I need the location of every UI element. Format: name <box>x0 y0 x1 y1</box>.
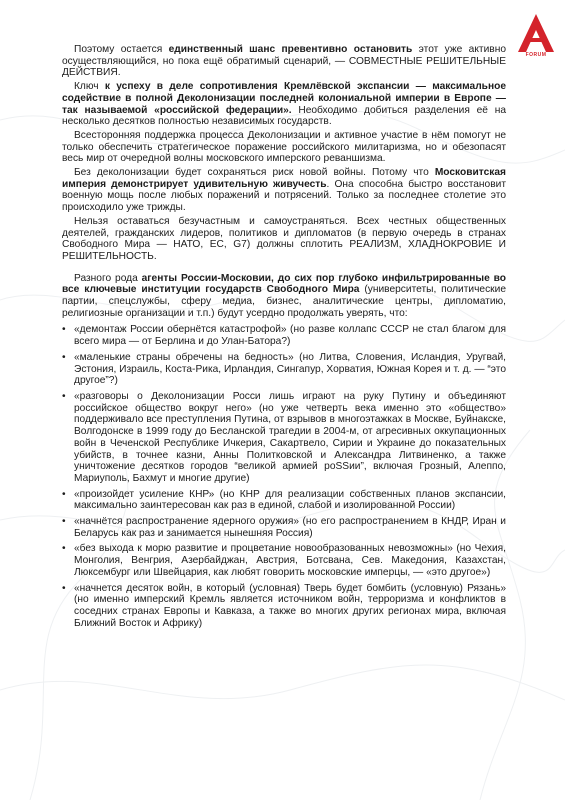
text-run: этот уже активно осуществляющийся, но пока ещё обратимый сценарий, — СОВМЕСТНЫЕ РЕШИТЕЛЬНЫЕ ДЕЙСТВИЯ. <box>62 44 506 79</box>
paragraph <box>62 167 506 214</box>
text-run: Без деколонизации будет сохраняться риск новой войны. Потому что <box>74 167 435 179</box>
list-item: • «маленькие страны обречены на бедность» (но Литва, Словения, Исландия, Уругвай, Эстония, Израиль, Коста-Рика, Ирландия, Сингапур, Хорватия, Южная Корея и т. д. — “это другое”?) <box>62 352 506 387</box>
paragraph <box>62 44 506 79</box>
bold-text: единственный шанс превентивно остановить <box>168 44 413 55</box>
list-item: • «разговоры о Деколонизации Росси лишь играют на руку Путину и объединяют российское общество вокруг него» (но уже четверть века именно это «общество» поддерживало все преступления Путина, от взрывов в многоэтажках в Москве, Буйнакске, Волгодонске в 1999 году до Бесланской трагедии в 2004-м, от агресивных оккупационных войн в Чеченской Республике Ичкерия, Сакартвело, Сирии и Украине до показательных убийств, в точнее казни, Анны Политковской и Александра Литвиненко, а также уничтожение десятков городов “великой армией poSSии”, включая Грозный, Алеппо, Мариуполь, Бахмут и многие другие) <box>62 391 506 485</box>
bold-text: Московитская империя демонстрирует удивительную живучесть <box>62 167 506 190</box>
text-run: Ключ <box>74 81 105 93</box>
text-run: Разного рода <box>74 272 142 284</box>
text-run: . Она способна быстро восстановит военную мощь после любых поражений и потрясений. Только за последнее столетие это происходило уже трижды. <box>62 178 506 214</box>
paragraphs <box>62 44 506 319</box>
paragraph <box>62 273 506 320</box>
list-item: • «начнется десяток войн, в который (условная) Тверь будет бомбить (условную) Рязань» (но именно имперский Кремль является источником войн, терроризма и конфликтов в соседних странах Европы и Кавказа, а также во многих других регионах мира, включая Ближний Восток и Африку) <box>62 583 506 630</box>
list-item: • «начнётся распространение ядерного оружия» (но его распространением в КНДР, Иран и Беларусь как раз и занимается нынешняя Россия) <box>62 516 506 539</box>
paragraph <box>62 81 506 128</box>
list-item: • «демонтаж России обернётся катастрофой» (но разве коллапс СССР не стал благом для всего мира — от Берлина и до Улан-Батора?) <box>62 324 506 347</box>
text-run: Всесторонняя поддержка процесса Деколонизации и активное участие в нём помогут не только обеспечить стратегическое поражение российского милитаризма, но и обезопасят весь мир от очередной волны московского имперского реваншизма. <box>62 129 506 165</box>
bold-text: к успеху в деле сопротивления Кремлёвской экспансии — максимальное содействие в полной Деколонизации последней колониальной империи в Европе — так называемой «российской федерации». <box>62 81 506 116</box>
paragraph <box>62 216 506 263</box>
logo-text: FORUM <box>525 52 547 58</box>
text-run: Нельзя оставаться безучастным и самоустраняться. Всех честных общественных деятелей, гражданских лидеров, политиков и дипломатов (в первую очередь в странах Свободного Мира — НАТО, ЕС, G7) должны сплотить РЕАЛИЗМ, ХЛАДНОКРОВИЕ И РЕШИТЕЛЬНОСТЬ. <box>62 215 506 262</box>
bold-text: агенты России-Московии, до сих пор глубоко инфильтрированные во все ключевые институции государств Свободного Мира <box>62 272 506 296</box>
text-run: (университеты, политические партии, спецслужбы, сферу медиа, бизнес, аналитические центры, дипломатию, религиозные организации и т.п.) будут усердно продолжать уверять, что: <box>62 284 506 319</box>
text-run: Поэтому остается <box>74 44 169 55</box>
list-item: • «без выхода к морю развитие и процветание новообразованных невозможны» (но Чехия, Монголия, Венгрия, Азербайджан, Австрия, Ботсвана, Сев. Македония, Казахстан, Люксембург или Швейцария, как любят говорить московские имперцы, — «это другое») <box>62 543 506 578</box>
text-run: Необходимо добиться разделения её на несколько десятков полностью независимых государств. <box>62 104 506 128</box>
document-body <box>62 44 506 633</box>
paragraph <box>62 130 506 165</box>
list-item: • «произойдет усиление КНР» (но КНР для реализации собственных планов экспансии, максимально заинтересован как раз в единой, слабой и изолированной России) <box>62 489 506 512</box>
bullet-list <box>62 324 506 629</box>
